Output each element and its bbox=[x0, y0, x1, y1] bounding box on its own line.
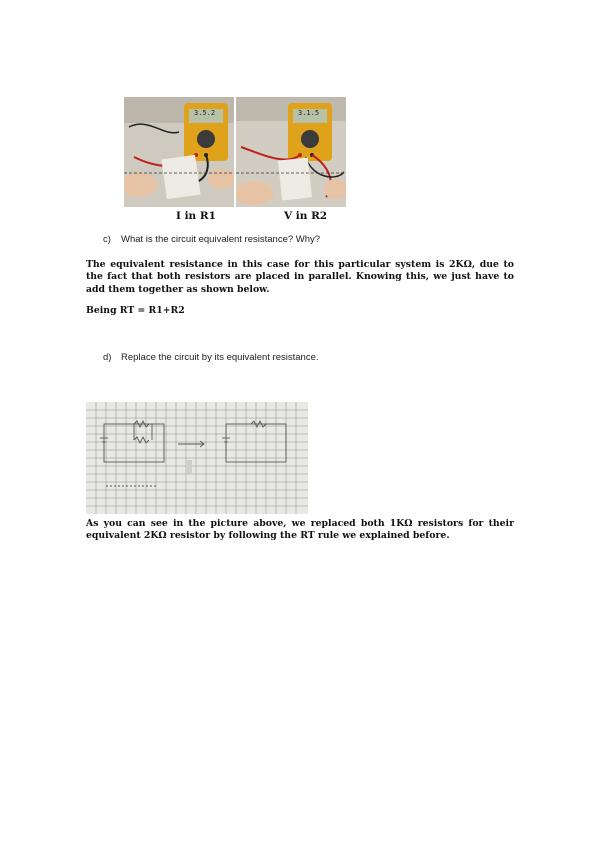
multimeter-dial bbox=[301, 130, 319, 148]
right-multimeter-readout: 3.1.5 bbox=[298, 109, 320, 117]
circuit-sketch-photo bbox=[86, 402, 308, 514]
grid-paper-circuit bbox=[86, 402, 308, 514]
question-c-letter: c) bbox=[103, 234, 111, 245]
caption-voltage-r2: V in R2 bbox=[284, 210, 328, 222]
photo-voltage-r2-illustration bbox=[236, 97, 346, 207]
question-d-text: Replace the circuit by its equivalent resistance. bbox=[121, 352, 319, 363]
question-d bbox=[103, 352, 319, 363]
multimeter-dial bbox=[197, 130, 215, 148]
photo-current-r1 bbox=[124, 97, 234, 207]
breadboard bbox=[161, 155, 200, 199]
question-c bbox=[103, 234, 320, 245]
answer-d-paragraph: As you can see in the picture above, we replaced both 1KΩ resistors for their equivalent 2KΩ resistor by following the RT rule we explained before. bbox=[86, 518, 514, 542]
answer-c-formula: Being RT = R1+R2 bbox=[86, 305, 185, 316]
answer-c-paragraph: The equivalent resistance in this case for this particular system is 2KΩ, due to the fact that both resistors are placed in parallel. Knowing this, we just have to add them together as shown below. bbox=[86, 259, 514, 295]
question-d-letter: d) bbox=[103, 352, 112, 363]
photo-voltage-r2 bbox=[236, 97, 346, 207]
question-c-text: What is the circuit equivalent resistance? Why? bbox=[121, 234, 321, 245]
caption-current-r1: I in R1 bbox=[176, 210, 216, 222]
photo-current-r1-illustration bbox=[124, 97, 234, 207]
left-multimeter-readout: 3.5.2 bbox=[194, 109, 216, 117]
breadboard bbox=[278, 158, 312, 201]
